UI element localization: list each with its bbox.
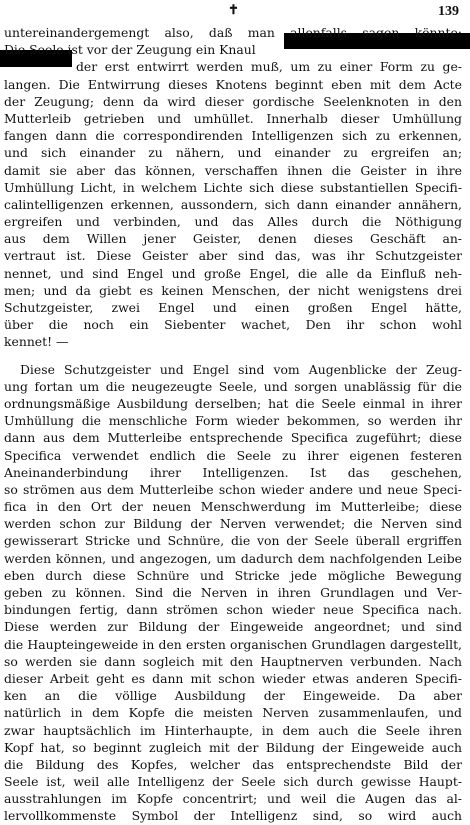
- text-line: men; und da giebt es keinen Menschen, der nicht wenigstens drei: [4, 282, 462, 298]
- paragraph-gap: [4, 351, 462, 361]
- text-line: ausstrahlungen im Kopfe concentrirt; und weil die Augen das al-: [4, 791, 462, 807]
- text-line: ung fortan um die neugezeugte Seele, und sorgen unablässig für die: [4, 378, 462, 394]
- text-line: der Zeugung; denn da wird dieser gordische Seelenknoten in den: [4, 93, 462, 109]
- text-line: Specifica verwendet endlich die Seele zu ihrer eigenen festeren: [4, 447, 462, 463]
- text-line: gewisserart Stricke und Schnüre, die von der Seele überall ergriffen: [4, 533, 462, 549]
- text-line: die Haupteingeweide in den ersten organischen Grundlagen dargestellt,: [4, 636, 462, 652]
- text-line: so strömen aus dem Mutterleibe schon wieder andere und neue Speci-: [4, 481, 462, 497]
- text-line: kennet! —: [4, 334, 69, 350]
- text-line: Mutterleib getrieben und umhüllet. Innerhalb dieser Umhüllung: [4, 110, 462, 126]
- text-line: werden schon zur Bildung der Nerven verwendet; die Nerven sind: [4, 516, 462, 532]
- text-line: fangen dann die correspondirenden Intelligenzen sich zu erkennen,: [4, 128, 462, 144]
- text-line: langen. Die Entwirrung dieses Knotens beginnt eben mit dem Acte: [4, 76, 462, 92]
- page-number: 139: [438, 4, 459, 19]
- text-line: und sich einander zu nähern, und einander zu ergreifen an;: [4, 145, 462, 161]
- text-line: aus dem Willen jener Geister, denen dieses Geschäft an-: [4, 231, 462, 247]
- text-line: Seele ist, weil alle Intelligenz der Seele sich durch gewisse Haupt-: [4, 774, 462, 790]
- text-line: Umhüllung Licht, in welchem Lichte sich diese substantiellen Specifi-: [4, 179, 462, 195]
- text-line: ergreifen und verbinden, und das Alles durch die Nöthigung: [4, 214, 462, 230]
- text-line: über die noch ein Siebenter wachet, Den ihr schon wohl: [4, 317, 462, 333]
- text-line: vertraut ist. Diese Geister aber sind das, was ihr Schutzgeister: [4, 248, 462, 264]
- text-line: untereinandergemengt also, daß man allenfalls sagen könnte:: [4, 25, 462, 40]
- text-line: ordnungsmäßige Ausbildung derselben; hat die Seele einmal in ihrer: [4, 395, 462, 411]
- text-line: bindungen fertig, dann strömen schon wieder neue Specifica nach.: [4, 602, 462, 618]
- text-line: calintelligenzen erkennen, aussondern, sich dann einander annähern,: [4, 196, 462, 212]
- text-line: dann aus dem Mutterleibe entsprechende Specifica zugeführt; diese: [4, 430, 462, 446]
- text-line: Umhüllung die menschliche Form wieder bekommen, so werden ihr: [4, 413, 462, 429]
- paragraph-1: [4, 24, 462, 351]
- text-line: Diese Schutzgeister und Engel sind vom Augenblicke der Zeug-: [20, 361, 462, 377]
- text-line: ken an die völlige Ausbildung der Eingeweide. Da aber: [4, 688, 462, 704]
- text-line: geben zu können. Sind die Nerven in ihren Grundlagen und Ver-: [4, 585, 462, 600]
- text-line: dieser Arbeit geht es dann mit schon wieder etwas anderen Specifi-: [4, 670, 462, 686]
- text-line: Diese werden zur Bildung der Eingeweide angeordnet; und sind: [4, 619, 462, 635]
- text-line: werden können, und angezogen, um dadurch dem nachfolgenden Leibe: [4, 550, 462, 566]
- text-line: fica in den Ort der neuen Menschwerdung im Mutterleibe; diese: [4, 499, 462, 515]
- text-line: Schutzgeister, zwei Engel und einen großen Engel hätte,: [4, 300, 462, 315]
- text-line: Die Seele ist vor der Zeugung ein Knaul: [4, 42, 256, 58]
- cross-mark-icon: ✝: [228, 3, 239, 18]
- text-line: so werden sie dann sogleich mit den Hauptnerven verbunden. Nach: [4, 653, 462, 669]
- paragraph-2: [4, 361, 462, 825]
- text-line: eben durch diese Schnüre und Stricke jede mögliche Bewegung: [4, 567, 462, 583]
- page-body: [4, 24, 462, 825]
- text-line: damit sie aber das können, verschaffen ihnen die Geister in ihre: [4, 162, 462, 178]
- text-line: der erst entwirrt werden muß, um zu einer Form zu ge-: [76, 59, 462, 75]
- text-line: Kopf hat, so beginnt zugleich mit der Bildung der Eingeweide auch: [4, 739, 462, 755]
- text-line: natürlich in dem Kopfe die meisten Nerven zusammenlaufen, und: [4, 705, 462, 721]
- text-line: Aneinanderbindung ihrer Intelligenzen. Ist das geschehen,: [4, 464, 462, 480]
- text-line: nennet, und sind Engel und große Engel, die alle da Einfluß neh-: [4, 265, 462, 281]
- text-line: die Bildung des Kopfes, welcher das entsprechendste Bild der: [4, 756, 462, 772]
- text-line: zwar hauptsächlich im Hinterhaupte, in dem auch die Seele ihren: [4, 722, 462, 738]
- text-line: lervollkommenste Symbol der Intelligenz sind, so wird auch: [4, 808, 462, 824]
